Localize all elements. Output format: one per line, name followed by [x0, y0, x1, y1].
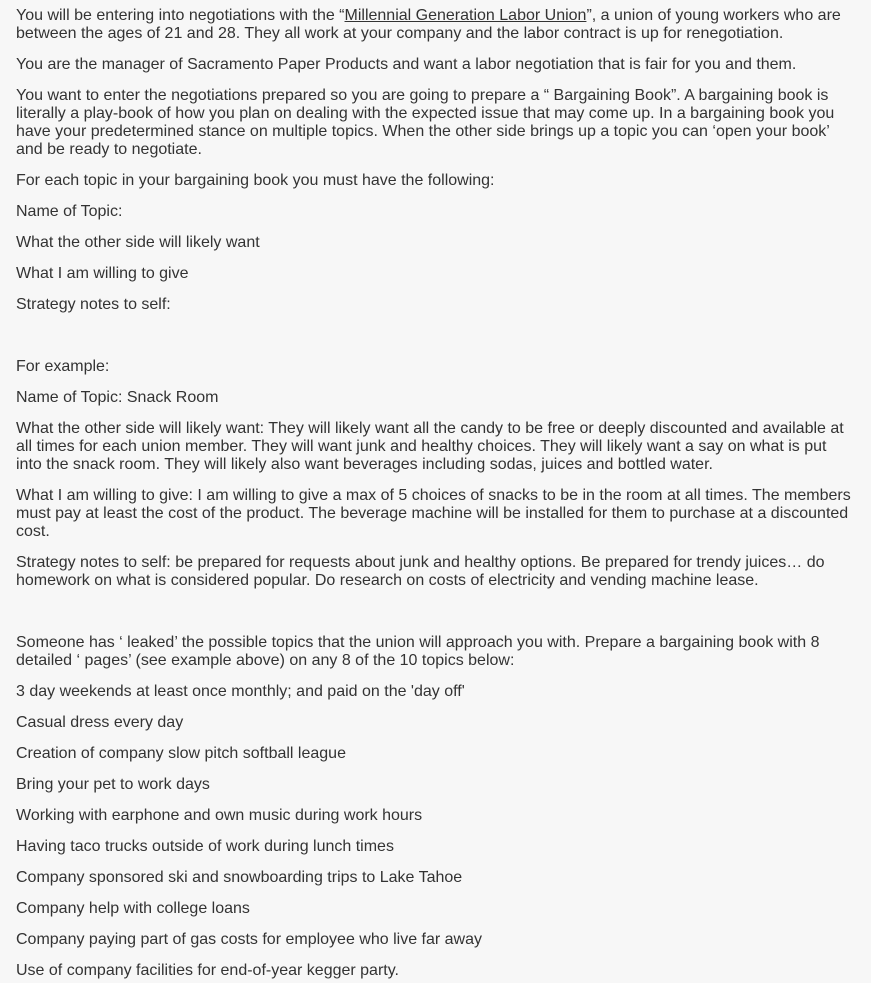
field-name-of-topic: Name of Topic:	[16, 203, 123, 220]
topic-item: Use of company facilities for end-of-year kegger party.	[16, 962, 399, 979]
intro-text-after-link: ”, a union of young workers who are between the ages of 21 and 28. They all work at your company and the labor contract is up for renegotiation.	[16, 7, 841, 42]
topic-item: Bring your pet to work days	[16, 776, 210, 793]
topic-item: Company help with college loans	[16, 900, 250, 917]
topic-item: Company paying part of gas costs for employee who live far away	[16, 931, 483, 948]
union-name-link[interactable]: Millennial Generation Labor Union	[344, 7, 587, 24]
intro-paragraph-1	[16, 7, 855, 43]
topic-item: Having taco trucks outside of work during lunch times	[16, 838, 394, 855]
section-spacer	[16, 327, 855, 358]
topic-item: Creation of company slow pitch softball league	[16, 745, 346, 762]
field-willing-to-give: What I am willing to give	[16, 265, 189, 282]
assignment-instructions: Someone has ‘ leaked’ the possible topics that the union will approach you with. Prepare a bargaining book with 8 detailed ‘ pages’ (see example above) on any 8 of the 10 topics below:	[16, 634, 820, 669]
example-give: What I am willing to give: I am willing to give a max of 5 choices of snacks to be in the room at all times. The members must pay at least the cost of the product. The beverage machine will be installed for them to purchase at a discounted cost.	[16, 487, 851, 540]
topic-item: Company sponsored ski and snowboarding trips to Lake Tahoe	[16, 869, 463, 886]
topic-item: Working with earphone and own music during work hours	[16, 807, 423, 824]
field-other-side-want: What the other side will likely want	[16, 234, 260, 251]
topic-item: Casual dress every day	[16, 714, 184, 731]
example-heading: For example:	[16, 358, 110, 375]
section-spacer	[16, 603, 855, 634]
topic-item: 3 day weekends at least once monthly; and paid on the 'day off'	[16, 683, 465, 700]
field-strategy-notes: Strategy notes to self:	[16, 296, 171, 313]
intro-paragraph-3: You want to enter the negotiations prepared so you are going to prepare a “ Bargaining Book”. A bargaining book is literally a play-book of how you plan on dealing with the expected issue that may come up. In a bargaining book you have your predetermined stance on multiple topics. When the other side brings up a topic you can ‘open your book’ and be ready to negotiate.	[16, 87, 835, 158]
example-topic: Name of Topic: Snack Room	[16, 389, 219, 406]
example-notes: Strategy notes to self: be prepared for requests about junk and healthy options. Be prepared for trendy juices… do homework on what is considered popular. Do research on costs of electricity and vending machine lease.	[16, 554, 825, 589]
example-want: What the other side will likely want: They will likely want all the candy to be free or deeply discounted and available at all times for each union member. They will want junk and healthy choices. They will likely want a say on what is put into the snack room. They will likely also want beverages including sodas, juices and bottled water.	[16, 420, 844, 473]
intro-text-before-link: You will be entering into negotiations with the “	[16, 7, 345, 24]
intro-paragraph-4: For each topic in your bargaining book you must have the following:	[16, 172, 495, 189]
intro-paragraph-2: You are the manager of Sacramento Paper Products and want a labor negotiation that is fair for you and them.	[16, 56, 797, 73]
